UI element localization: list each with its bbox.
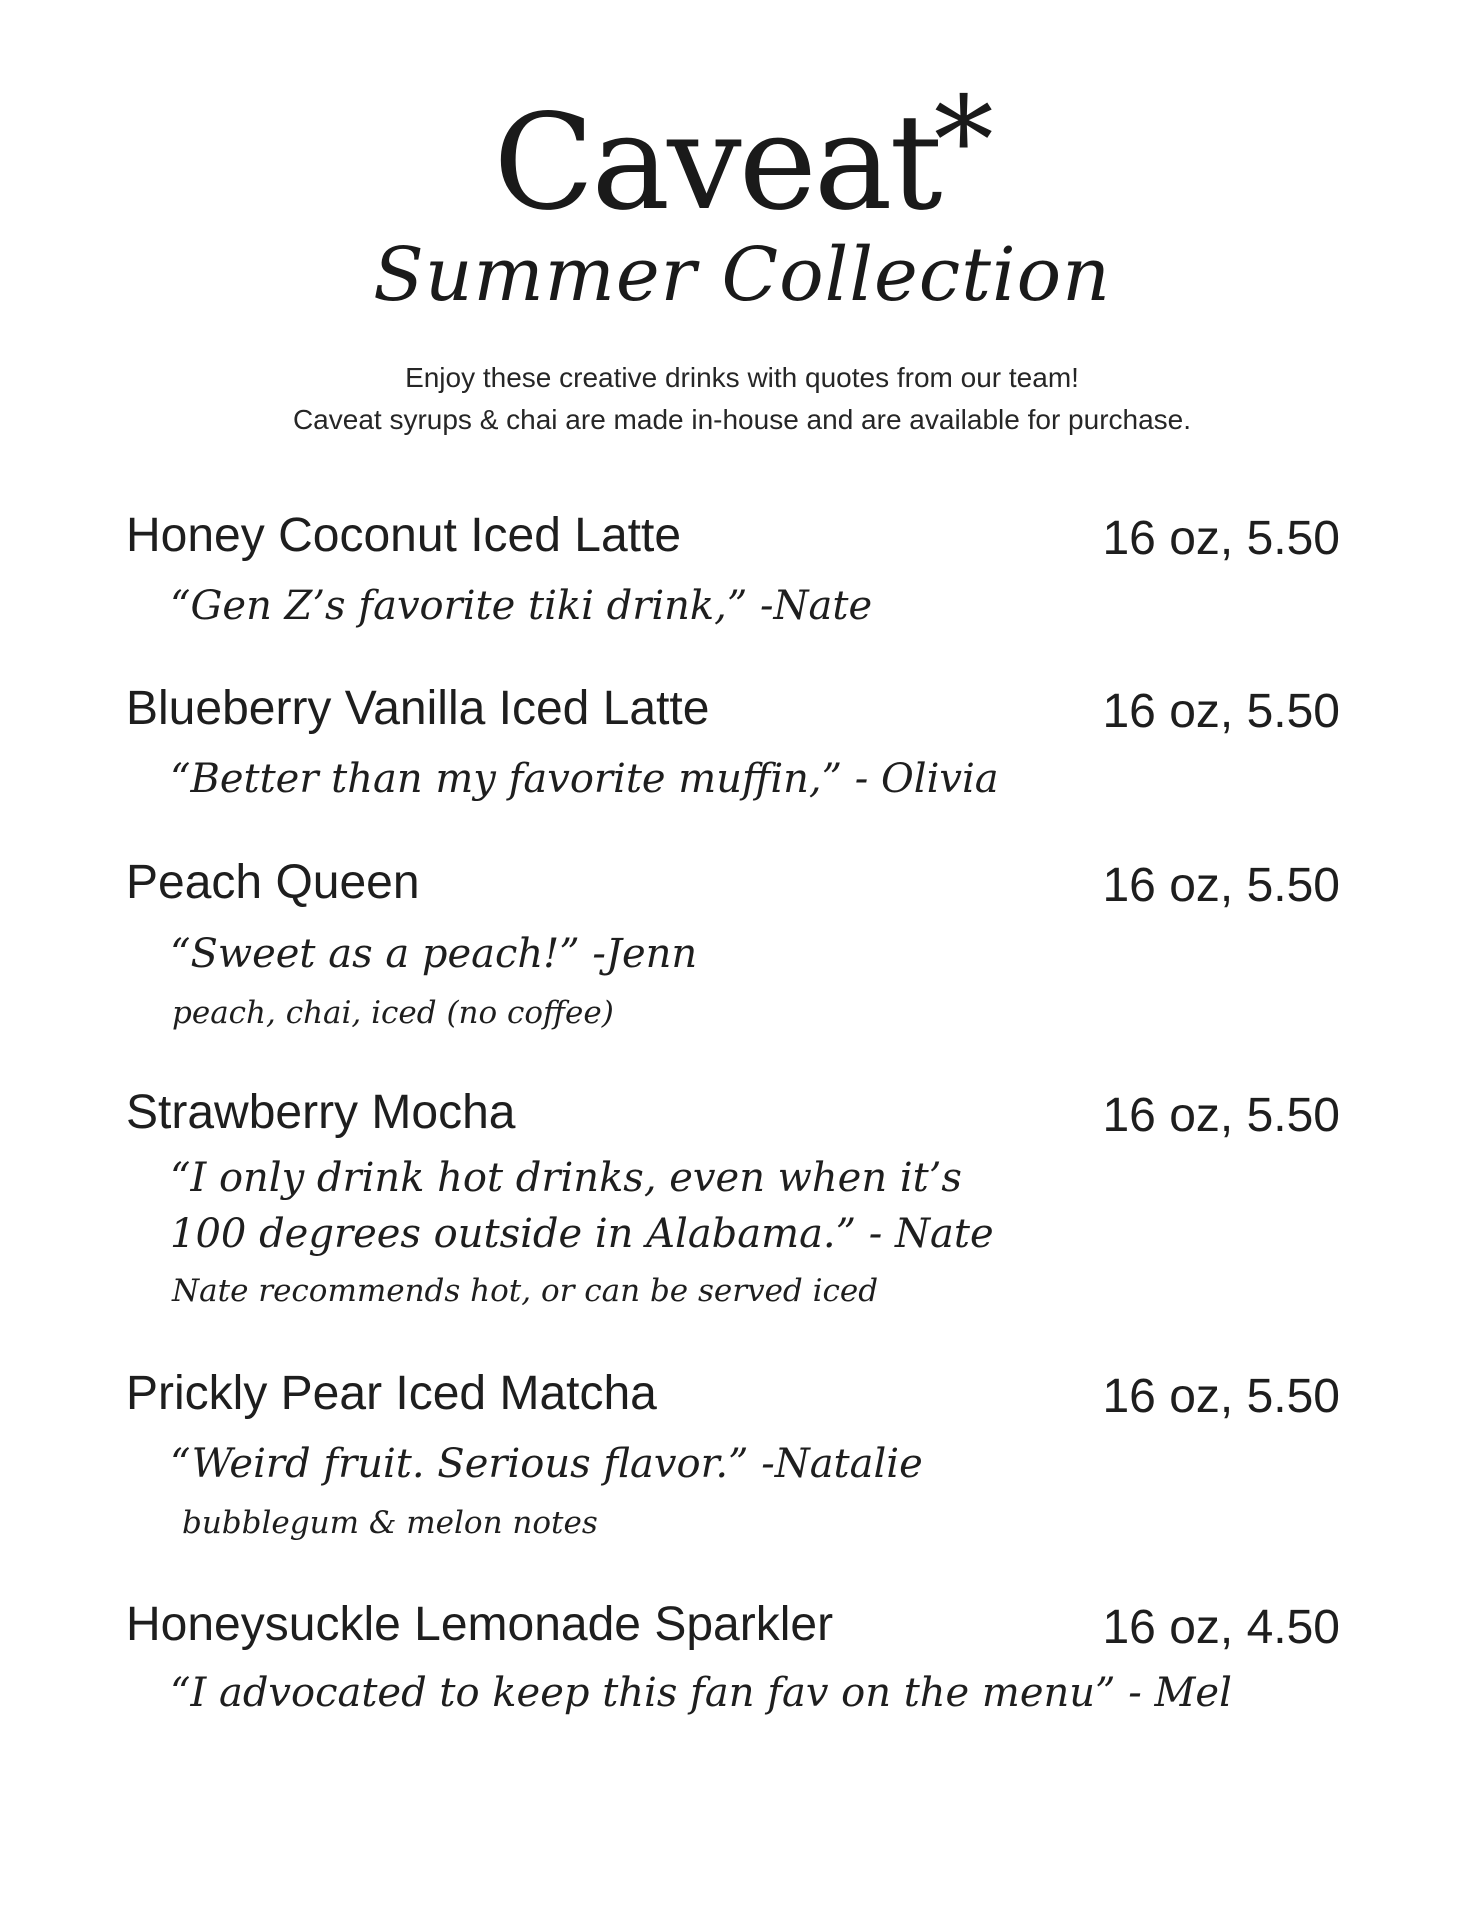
item-price-prickly-pear: 16 oz, 5.50 xyxy=(1102,1370,1340,1423)
item-name-honey-coconut: Honey Coconut Iced Latte xyxy=(126,509,682,562)
item-name-peach-queen: Peach Queen xyxy=(126,856,420,909)
item-quote-peach-queen: “Sweet as a peach!” -Jenn xyxy=(170,931,698,977)
item-name-honeysuckle-lemonade: Honeysuckle Lemonade Sparkler xyxy=(126,1598,834,1651)
item-quote-honeysuckle-lemonade: “I advocated to keep this fan fav on the menu” - Mel xyxy=(170,1670,1232,1716)
item-price-peach-queen: 16 oz, 5.50 xyxy=(1102,859,1340,912)
item-quote-blueberry-vanilla: “Better than my favorite muffin,” - Olivia xyxy=(170,756,999,802)
item-quote-strawberry-mocha-line-2: 100 degrees outside in Alabama.” - Nate xyxy=(170,1211,994,1257)
brand-name: Caveat xyxy=(493,86,940,240)
item-price-honeysuckle-lemonade: 16 oz, 4.50 xyxy=(1102,1601,1340,1654)
item-quote-prickly-pear: “Weird fruit. Serious flavor.” -Natalie xyxy=(170,1441,923,1487)
intro-line-2: Caveat syrups & chai are made in-house and are available for purchase. xyxy=(292,404,1192,435)
brand-asterisk: * xyxy=(933,72,991,211)
item-note-prickly-pear: bubblegum & melon notes xyxy=(182,1505,598,1541)
item-name-prickly-pear: Prickly Pear Iced Matcha xyxy=(126,1367,657,1420)
item-note-strawberry-mocha: Nate recommends hot, or can be served iced xyxy=(172,1273,879,1309)
item-name-strawberry-mocha: Strawberry Mocha xyxy=(126,1086,516,1139)
item-price-honey-coconut: 16 oz, 5.50 xyxy=(1102,512,1340,565)
item-quote-strawberry-mocha: “I only drink hot drinks, even when it’s xyxy=(170,1155,962,1201)
item-note-peach-queen: peach, chai, iced (no coffee) xyxy=(172,995,614,1031)
item-price-strawberry-mocha: 16 oz, 5.50 xyxy=(1102,1089,1340,1142)
intro-line-1: Enjoy these creative drinks with quotes from our team! xyxy=(405,362,1079,393)
item-price-blueberry-vanilla: 16 oz, 5.50 xyxy=(1102,685,1340,738)
item-name-blueberry-vanilla: Blueberry Vanilla Iced Latte xyxy=(126,682,710,735)
collection-title: Summer Collection xyxy=(373,232,1111,318)
brand-logo xyxy=(0,72,1484,240)
item-quote-honey-coconut: “Gen Z’s favorite tiki drink,” -Nate xyxy=(170,583,873,629)
